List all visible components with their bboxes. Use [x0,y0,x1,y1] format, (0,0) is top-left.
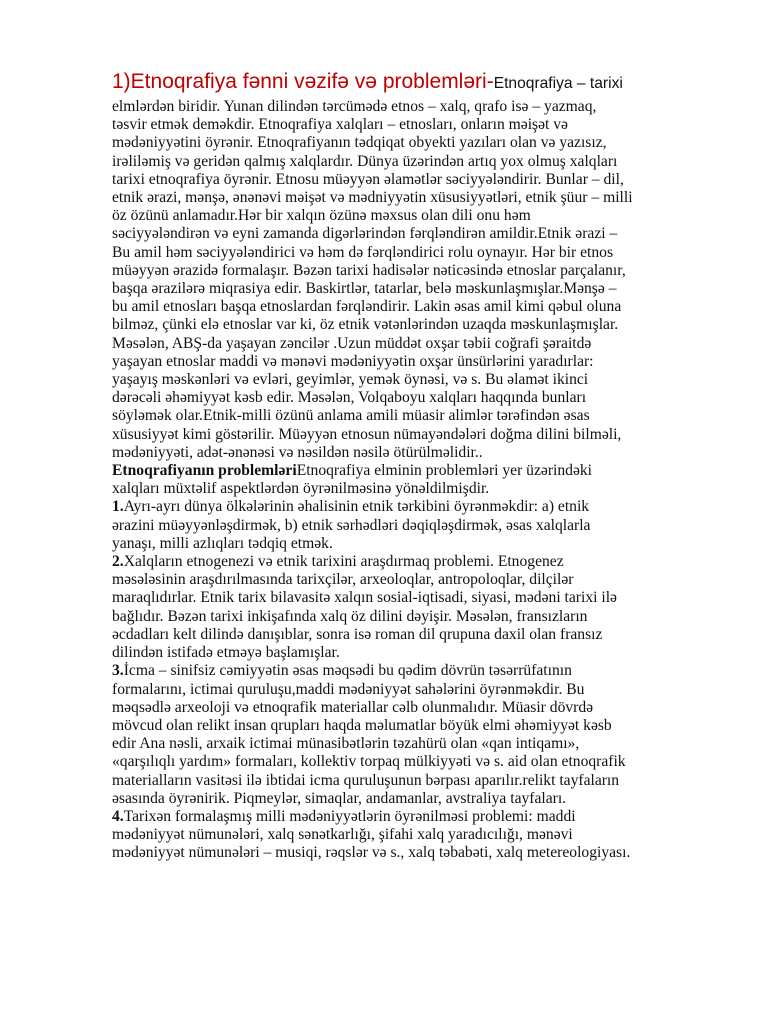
paragraph-line: mədəniyyət nümunələri, xalq sənətkarlığı, şifahi xalq yaradıcılığı, mənəvi [112,826,573,844]
paragraph-line: edir Ana nəsli, arxaik ictimai münasibətlərin təzahürü olan «qan intiqamı», [112,735,580,753]
paragraph-line: materialların vasitəsi ilə ibtidai icma quruluşunun bərpası aparılır.relikt tayfaların [112,771,620,789]
item-4-number: 4. [112,807,124,825]
item-3-text: İcma – sinifsiz cəmiyyətin əsas məqsədi bu qədim dövrün təsərrüfatının [123,662,572,680]
item-4-text: Tarixən formalaşmış milli mədəniyyətlərin öyrənilməsi problemi: maddi [123,807,576,825]
problems-heading: Etnoqrafiyanın problemləri [112,462,297,480]
problems-heading-line [112,462,712,480]
paragraph-line: elmlərdən biridir. Yunan dilindən tərcümədə etnos – xalq, qrafo isə – yazmaq, [112,98,597,115]
paragraph-line: səciyyələndirən və eyni zamanda digərlərindən fərqləndirən amildir.Etnik ərazi – [112,225,618,243]
paragraph-line: bu amil etnosları başqa etnoslardan fərqləndirir. Lakin əsas amil kimi qəbul oluna [112,298,622,316]
paragraph-line: yaşayış məskənləri və evləri, geyimlər, yemək öynəsi, və s. Bu əlamət ikinci [112,371,589,389]
item-1-number: 1. [112,498,124,516]
problems-intro: Etnoqrafiya elminin problemləri yer üzərindəki [296,462,592,480]
paragraph-line: mədəniyyəti, adət-ənənəsi və nəsildən nəsilə ötürülməlidir.. [112,443,483,461]
item-4-line [112,808,712,826]
paragraph-line: etnik ərazi, mənşə, ənənəvi məişət və mədniyyətin xüsusiyyətləri, etnik şüur – milli [112,189,633,207]
item-2-text: Xalqların etnogenezi və etnik tarixini araşdırmaq problemi. Etnogenez [123,553,564,571]
paragraph-line: maraqlıdırlar. Etnik tarix bilavasitə xalqın sosial-iqtisadi, siyasi, mədəni tarixi ilə [112,589,617,607]
item-3-number: 3. [112,662,124,680]
paragraph-line: əsasında öyrənirik. Piqmeylər, simaqlar, andamanlar, avstraliya tayfaları. [112,789,567,807]
paragraph-line: ərazini müəyyənləşdirmək, b) etnik sərhədləri dəqiqləşdirmək, əsas xalqlarla [112,516,591,534]
paragraph-line: formalarını, ictimai quruluşu,maddi mədəniyyət sahələrini öyrənməkdir. Bu [112,680,585,698]
paragraph-line: xüsusiyyət kimi göstərilir. Müəyyən etnosun nümayəndələri doğma dilini bilməli, [112,425,622,443]
paragraph-line: Məsələn, ABŞ-da yaşayan zəncilər .Uzun müddət oxşar təbii coğrafi şəraitdə [112,334,592,352]
item-2-number: 2. [112,553,124,571]
paragraph-line: mədəniyyətini öyrənir. Etnoqrafiyanın tədqiqat obyekti yazıları olan və yazısız, [112,134,607,152]
paragraph-line: dilindən istifadə etməyə başlamışlar. [112,644,340,662]
title-continuation: Etnoqrafiya – tarixi [493,75,623,92]
paragraph-line: mədəniyyət nümunələri – musiqi, rəqslər və s., xalq təbabəti, xalq metereologiyası. [112,844,631,862]
paragraph-line: əcdadları kelt dilində danışıblar, sonra isə roman dil qrupuna daxil olan fransız [112,625,603,643]
paragraph-line: «qarşılıqlı yardım» formaları, kollektiv torpaq mülkiyyəti və s. aid olan etnoqrafik [112,753,626,771]
paragraph-line: təsvir etmək deməkdir. Etnoqrafiya xalqları – etnosları, onların məişət və [112,116,568,134]
paragraph-line: söyləmək olar.Etnik-milli özünü anlama amili müasir alimlər tərəfindən əsas [112,407,590,425]
title-line [112,66,712,98]
paragraph-line: öz özünü anlamadır.Hər bir xalqın özünə məxsus olan dili onu həm [112,207,531,225]
paragraph-line: bilməz, çünki elə etnoslar var ki, öz etnik vətənlərindən uzaqda məskunlaşmışlar. [112,316,619,334]
paragraph-line: tarixi etnoqrafiya öyrənir. Etnosu müəyyən əlamətlər səciyyələndirir. Bunlar – dil, [112,170,624,188]
item-1-line [112,498,712,516]
item-1-text: Ayrı-ayrı dünya ölkələrinin əhalisinin etnik tərkibini öyrənməkdir: a) etnik [123,498,590,516]
paragraph-line: məsələsinin araşdırılmasında tarixçilər, arxeoloqlar, antropoloqlar, dilçilər [112,571,574,589]
paragraph-line: xalqları müxtəlif aspektlərdən öyrənilməsinə yönəldilmişdir. [112,480,490,498]
paragraph-line: bağlıdır. Bəzən tarixi inkişafında xalq öz dilini dəyişir. Məsələn, fransızların [112,607,588,625]
paragraph-line: yaşayan etnoslar maddi və mənəvi mədəniyyətin oxşar ünsürlərini yaradırlar: [112,352,594,370]
paragraph-line: məqsədlə arxeoloji və etnoqrafik materiallar cəlb olunmalıdır. Müasir dövrdə [112,698,594,716]
document-body [112,66,712,863]
item-3-line [112,662,712,680]
paragraph-line: irəliləmiş və geridən qalmış xalqlardır. Dünya üzərindən artıq yox olmuş xalqları [112,152,618,170]
paragraph-line: dərəcəli əhəmiyyət kəsb edir. Məsələn, Volqaboyu xalqları haqqında bunları [112,389,587,407]
paragraph-line: yanaşı, milli azlıqları tədqiq etmək. [112,534,333,552]
paragraph-line: Bu amil həm səciyyələndirici və həm də fərqləndirici rolu oynayır. Hər bir etnos [112,243,614,261]
paragraph-line: müəyyən ərazidə formalaşır. Bəzən tarixi hadisələr nəticəsində etnoslar parçalanır, [112,261,626,279]
item-2-line [112,553,712,571]
paragraph-line: mövcud olan relikt insan qrupları haqda məlumatlar böyük elmi əhəmiyyət kəsb [112,716,612,734]
document-title: 1)Etnoqrafiya fənni vəzifə və problemləri- [112,70,494,93]
paragraph-line: başqa ərazilərə miqrasiya edir. Baskirtlər, tatarlar, belə məskunlaşmışlar.Mənşə – [112,280,617,298]
